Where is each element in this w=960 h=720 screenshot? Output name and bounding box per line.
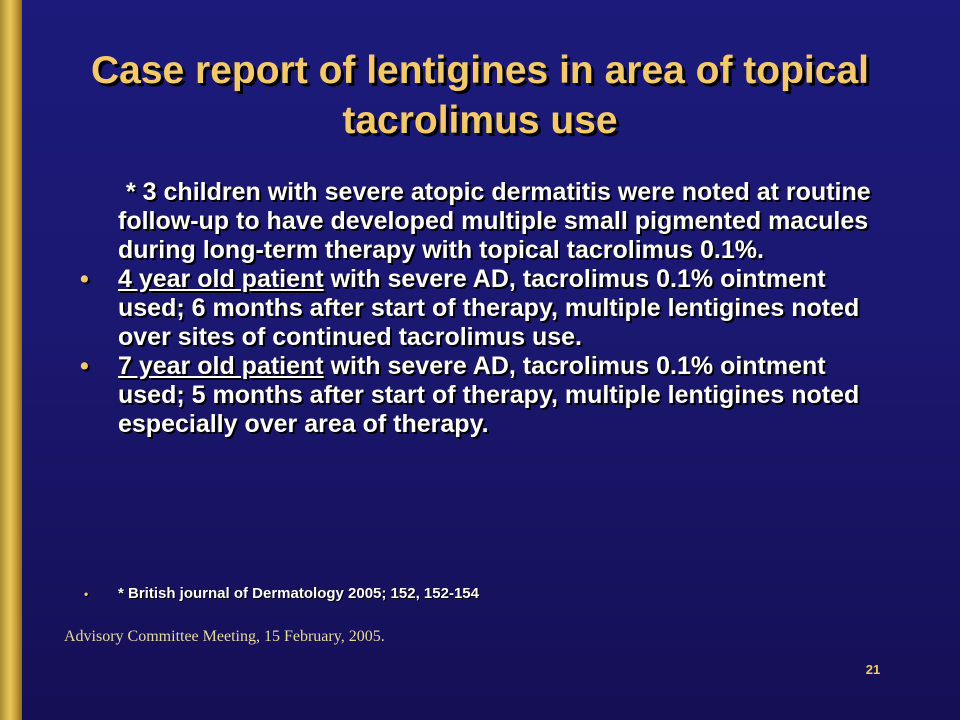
bullet-2-underlined: 7 year old patient <box>118 352 324 380</box>
bullet-1-underlined: 4 year old patient <box>118 265 324 293</box>
page-number: 21 <box>865 662 881 677</box>
intro-text: * 3 children with severe atopic dermatitis were noted at routine follow-up to have developed multiple small pigmented macules during long-term therapy with topical tacrolimus 0.1%. <box>118 178 871 264</box>
bullet-item-1 <box>80 265 880 352</box>
footer-text: Advisory Committee Meeting, 15 February, 2005. <box>64 628 385 645</box>
gold-sidebar-bar <box>0 0 22 720</box>
bullet-marker: • <box>80 265 89 293</box>
bullet-2-text: with severe AD, tacrolimus 0.1% ointment used; 5 months after start of therapy, multiple lentigines noted especially over area of therapy. <box>118 352 860 438</box>
reference-text: * British journal of Dermatology 2005; 152, 152-154 <box>118 585 479 602</box>
slide-title: Case report of lentigines in area of topical tacrolimus use <box>90 49 869 142</box>
bullet-1-text: with severe AD, tacrolimus 0.1% ointment used; 6 months after start of therapy, multiple lentigines noted over sites of continued tacrolimus use. <box>118 265 860 351</box>
bullet-item-2 <box>80 352 880 439</box>
intro-paragraph <box>118 178 880 265</box>
reference-citation <box>80 585 880 603</box>
bullet-marker: • <box>80 352 89 380</box>
reference-marker: • <box>84 587 89 601</box>
slide-body <box>80 178 880 439</box>
